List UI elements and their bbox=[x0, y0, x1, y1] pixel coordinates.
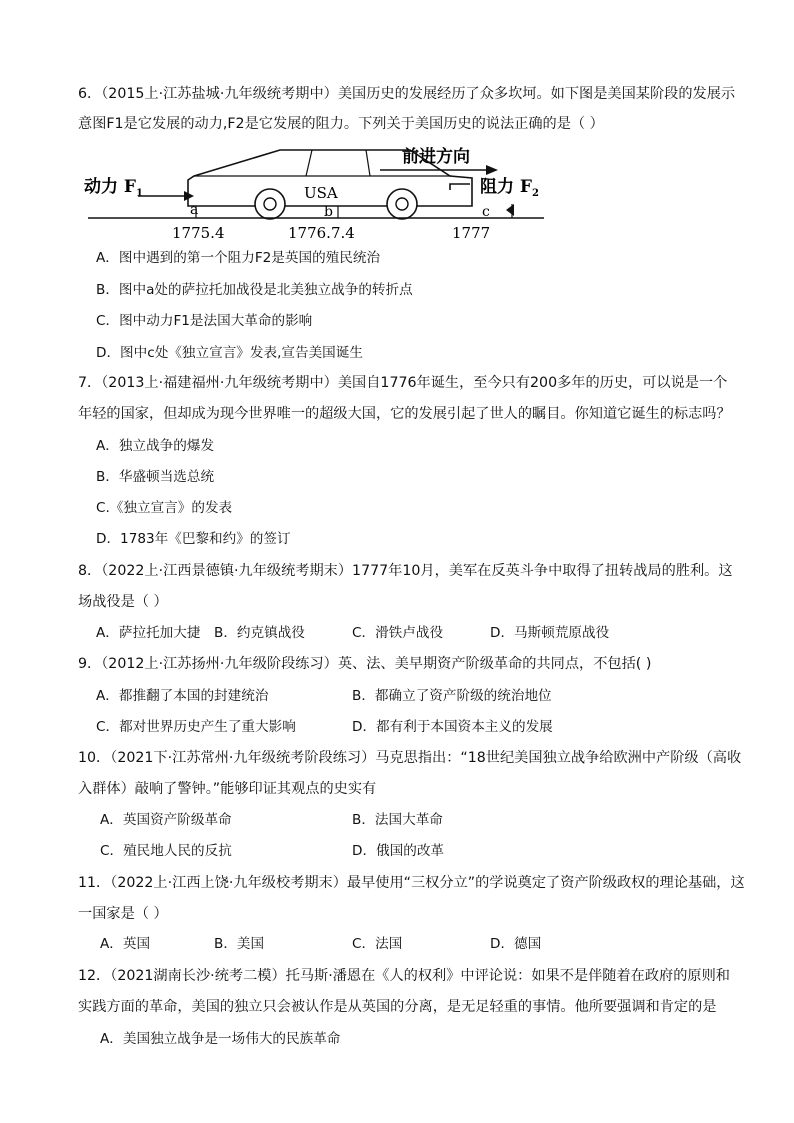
force-left-arrow-head bbox=[184, 191, 194, 201]
q12-option-a[interactable]: A．美国独立战争是一场伟大的民族革命 bbox=[100, 1031, 341, 1047]
direction-arrow-head bbox=[486, 165, 498, 175]
marker-c-arrowhead bbox=[506, 204, 514, 216]
q7-option-b[interactable]: B．华盛顿当选总统 bbox=[96, 469, 215, 485]
marker-b: b bbox=[324, 204, 333, 220]
force-right-arrow bbox=[450, 184, 470, 190]
q6-option-d[interactable]: D．图中c处《独立宣言》发表,宣告美国诞生 bbox=[96, 345, 363, 361]
q7-stem-line1: 7．（2013上·福建福州·九年级统考期中）美国自1776年诞生，至今只有200多年的历史，可以说是一个 bbox=[78, 375, 728, 391]
q6-stem-line2: 意图F1是它发展的动力,F2是它发展的阻力。下列关于美国历史的说法正确的是（ ） bbox=[78, 116, 604, 132]
q10-stem-line2: 入群体）敲响了警钟。”能够印证其观点的史实有 bbox=[78, 781, 377, 797]
q11-option-a[interactable]: A．英国 bbox=[100, 936, 151, 952]
q10-option-b[interactable]: B．法国大革命 bbox=[352, 812, 443, 828]
date-c: 1777 bbox=[452, 224, 491, 242]
q6-option-a[interactable]: A．图中遇到的第一个阻力F2是英国的殖民统治 bbox=[96, 250, 381, 266]
q10-option-c[interactable]: C．殖民地人民的反抗 bbox=[100, 843, 232, 859]
q8-option-b[interactable]: B．约克镇战役 bbox=[214, 625, 305, 641]
q8-stem-line2: 场战役是（ ） bbox=[78, 594, 168, 610]
q6-option-c[interactable]: C．图中动力F1是法国大革命的影响 bbox=[96, 313, 313, 329]
q12-stem-line1: 12．（2021湖南长沙·统考二模）托马斯·潘恩在《人的权利》中评论说：如果不是伴随着在政府的原则和 bbox=[78, 968, 730, 984]
car-pillar-2 bbox=[366, 150, 370, 176]
q12-stem-line2: 实践方面的革命，美国的独立只会被认作是从英国的分离，是无足轻重的事情。他所要强调和肯定的是 bbox=[78, 999, 717, 1015]
q9-option-c[interactable]: C．都对世界历史产生了重大影响 bbox=[96, 719, 296, 735]
force-right-label: 阻力 $F_2$ bbox=[480, 177, 539, 199]
marker-c: c bbox=[482, 204, 490, 220]
q7-option-d[interactable]: D．1783年《巴黎和约》的签订 bbox=[96, 531, 291, 547]
q7-stem-line2: 年轻的国家，但却成为现今世界唯一的超级大国，它的发展引起了世人的瞩目。你知道它诞生的标志吗？ bbox=[78, 406, 731, 422]
q8-option-a[interactable]: A．萨拉托加大捷 bbox=[96, 625, 201, 641]
date-b: 1776.7.4 bbox=[288, 224, 355, 242]
q11-stem-line2: 一国家是（ ） bbox=[78, 906, 168, 922]
q6-option-b[interactable]: B．图中a处的萨拉托加战役是北美独立战争的转折点 bbox=[96, 282, 413, 298]
q8-stem-line1: 8．（2022上·江西景德镇·九年级统考期末）1777年10月，美军在反英斗争中取得了扭转战局的胜利。这 bbox=[78, 563, 733, 579]
q7-option-a[interactable]: A．独立战争的爆发 bbox=[96, 438, 215, 454]
q9-option-d[interactable]: D．都有利于本国资本主义的发展 bbox=[352, 719, 553, 735]
car-label: USA bbox=[304, 184, 338, 202]
front-wheel bbox=[387, 189, 417, 219]
q7-option-c[interactable]: C.《独立宣言》的发表 bbox=[96, 500, 233, 516]
q6-car-diagram bbox=[80, 140, 580, 250]
marker-a: a bbox=[190, 202, 199, 218]
q11-stem-line1: 11．（2022上·江西上饶·九年级校考期末）最早使用“三权分立”的学说奠定了资产阶级政权的理论基础，这 bbox=[78, 875, 745, 891]
car-pillar-1 bbox=[306, 150, 312, 176]
force-left-label: 动力 $F_1$ bbox=[84, 177, 143, 199]
q11-option-c[interactable]: C．法国 bbox=[352, 936, 403, 952]
q8-option-c[interactable]: C．滑铁卢战役 bbox=[352, 625, 444, 641]
q8-option-d[interactable]: D．马斯顿荒原战役 bbox=[490, 625, 610, 641]
q9-option-b[interactable]: B．都确立了资产阶级的统治地位 bbox=[352, 688, 552, 704]
q6-stem-line1: 6．（2015上·江苏盐城·九年级统考期中）美国历史的发展经历了众多坎坷。如下图是美国某阶段的发展示 bbox=[78, 86, 736, 102]
direction-label: 前进方向 bbox=[402, 147, 470, 167]
q9-option-a[interactable]: A．都推翻了本国的封建统治 bbox=[96, 688, 269, 704]
q10-option-a[interactable]: A．英国资产阶级革命 bbox=[100, 812, 232, 828]
q11-option-d[interactable]: D．德国 bbox=[490, 936, 542, 952]
date-a: 1775.4 bbox=[172, 224, 225, 242]
q10-stem-line1: 10．（2021下·江苏常州·九年级统考阶段练习）马克思指出：“18世纪美国独立战争给欧洲中产阶级（高收 bbox=[78, 750, 742, 766]
q9-stem-line1: 9．（2012上·江苏扬州·九年级阶段练习）英、法、美早期资产阶级革命的共同点，不包括( ) bbox=[78, 656, 652, 672]
q10-option-d[interactable]: D．俄国的改革 bbox=[352, 843, 445, 859]
rear-wheel bbox=[255, 189, 285, 219]
q11-option-b[interactable]: B．美国 bbox=[214, 936, 265, 952]
